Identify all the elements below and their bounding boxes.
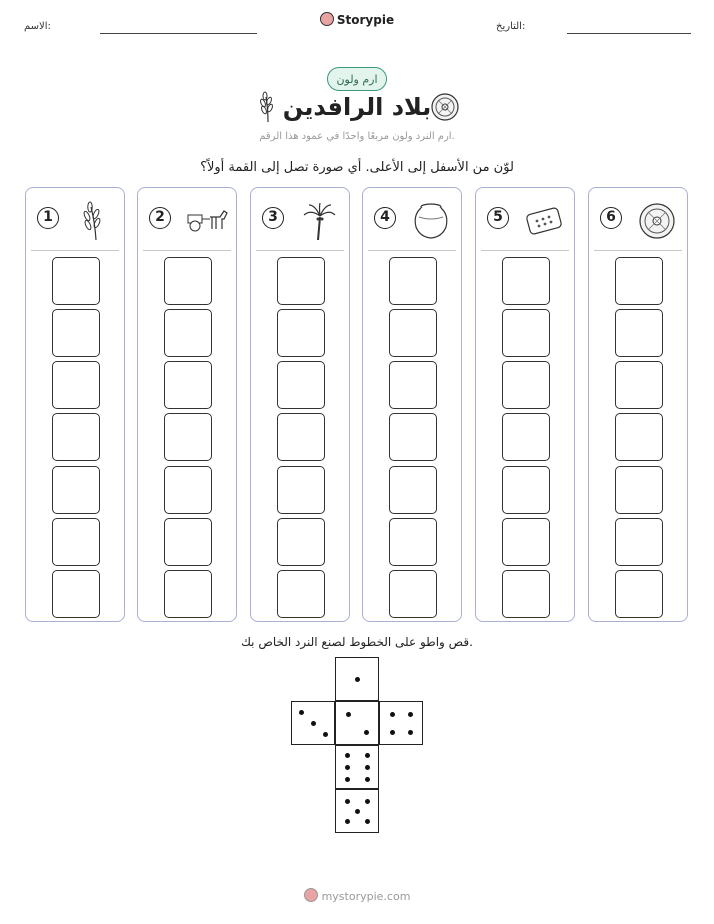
column-header	[476, 188, 574, 250]
bear-logo-icon	[320, 12, 334, 26]
color-square[interactable]	[52, 518, 100, 566]
column-divider	[143, 250, 231, 251]
die-pip	[364, 730, 369, 735]
color-square[interactable]	[615, 570, 663, 618]
instruction-question: لوّن من الأسفل إلى الأعلى. أي صورة تصل إلى القمة أولاً؟	[200, 160, 514, 175]
color-square[interactable]	[502, 257, 550, 305]
color-square[interactable]	[615, 413, 663, 461]
color-square[interactable]	[389, 518, 437, 566]
clay-pot-icon	[411, 201, 451, 241]
die-pip	[355, 809, 360, 814]
column-header	[138, 188, 236, 250]
color-square[interactable]	[615, 309, 663, 357]
name-label: الاسم:	[24, 21, 51, 32]
die-pip	[408, 730, 413, 735]
column-number: 1	[37, 207, 59, 229]
color-square[interactable]	[52, 257, 100, 305]
column-number: 3	[262, 207, 284, 229]
die-pip	[365, 819, 370, 824]
color-square[interactable]	[164, 466, 212, 514]
column-number: 4	[374, 207, 396, 229]
color-square[interactable]	[277, 361, 325, 409]
die-face-2	[335, 701, 379, 745]
die-face-4	[379, 701, 423, 745]
die-pip	[408, 712, 413, 717]
color-square[interactable]	[164, 309, 212, 357]
dice-column-3	[250, 187, 350, 622]
dice-column-5	[475, 187, 575, 622]
column-header	[26, 188, 124, 250]
die-pip	[345, 799, 350, 804]
color-square[interactable]	[52, 570, 100, 618]
column-header	[251, 188, 349, 250]
dice-column-2	[137, 187, 237, 622]
color-square[interactable]	[502, 466, 550, 514]
die-pip	[365, 753, 370, 758]
color-square[interactable]	[277, 570, 325, 618]
die-pip	[355, 677, 360, 682]
column-number: 6	[600, 207, 622, 229]
wheel-icon	[637, 201, 677, 241]
palm-tree-icon	[299, 201, 339, 241]
subtitle: ارم النرد ولون مربعًا واحدًا في عمود هذا الرقم.	[259, 131, 455, 142]
die-face-3	[291, 701, 335, 745]
color-square[interactable]	[52, 466, 100, 514]
color-square[interactable]	[502, 413, 550, 461]
die-pip	[323, 732, 328, 737]
color-square[interactable]	[502, 518, 550, 566]
die-pip	[365, 765, 370, 770]
color-square[interactable]	[164, 570, 212, 618]
column-divider	[481, 250, 569, 251]
color-square[interactable]	[389, 466, 437, 514]
color-square[interactable]	[389, 413, 437, 461]
date-label: التاريخ:	[496, 21, 526, 32]
footer: mystorypie.com	[0, 888, 714, 903]
column-header	[589, 188, 687, 250]
color-square[interactable]	[277, 309, 325, 357]
die-pip	[345, 819, 350, 824]
color-square[interactable]	[52, 413, 100, 461]
clay-tablet-icon	[524, 201, 564, 241]
die-pip	[346, 712, 351, 717]
color-square[interactable]	[389, 570, 437, 618]
color-square[interactable]	[615, 257, 663, 305]
die-face-5	[335, 789, 379, 833]
color-square[interactable]	[615, 466, 663, 514]
column-divider	[256, 250, 344, 251]
column-number: 5	[487, 207, 509, 229]
die-pip	[345, 765, 350, 770]
color-square[interactable]	[277, 413, 325, 461]
dice-column-4	[362, 187, 462, 622]
die-pip	[299, 710, 304, 715]
color-square[interactable]	[52, 361, 100, 409]
die-pip	[365, 799, 370, 804]
die-pip	[365, 777, 370, 782]
activity-badge: ارم ولون	[327, 67, 387, 91]
color-square[interactable]	[164, 518, 212, 566]
color-square[interactable]	[502, 570, 550, 618]
color-square[interactable]	[164, 413, 212, 461]
color-square[interactable]	[615, 518, 663, 566]
dice-column-1	[25, 187, 125, 622]
die-pip	[390, 730, 395, 735]
column-divider	[368, 250, 456, 251]
bear-logo-icon	[304, 888, 318, 902]
color-square[interactable]	[502, 309, 550, 357]
color-square[interactable]	[389, 361, 437, 409]
brand-logo: Storypie	[0, 12, 714, 27]
color-square[interactable]	[389, 257, 437, 305]
die-pip	[345, 753, 350, 758]
color-square[interactable]	[615, 361, 663, 409]
color-square[interactable]	[277, 518, 325, 566]
color-square[interactable]	[164, 257, 212, 305]
color-square[interactable]	[52, 309, 100, 357]
horse-cart-icon	[186, 201, 226, 241]
die-pip	[390, 712, 395, 717]
column-divider	[594, 250, 682, 251]
die-face-1	[335, 657, 379, 701]
name-line[interactable]	[100, 33, 257, 34]
wheat-icon	[74, 201, 114, 241]
color-square[interactable]	[502, 361, 550, 409]
die-face-6	[335, 745, 379, 789]
die-pip	[311, 721, 316, 726]
dice-column-6	[588, 187, 688, 622]
cut-instruction: قص واطو على الخطوط لصنع النرد الخاص بك.	[241, 635, 473, 649]
color-square[interactable]	[277, 257, 325, 305]
color-square[interactable]	[389, 309, 437, 357]
page-title: بلاد الرافدين	[282, 93, 432, 121]
wheel-icon	[430, 92, 460, 122]
column-divider	[31, 250, 119, 251]
color-square[interactable]	[277, 466, 325, 514]
die-pip	[345, 777, 350, 782]
color-square[interactable]	[164, 361, 212, 409]
date-line[interactable]	[567, 33, 691, 34]
column-header	[363, 188, 461, 250]
column-number: 2	[149, 207, 171, 229]
